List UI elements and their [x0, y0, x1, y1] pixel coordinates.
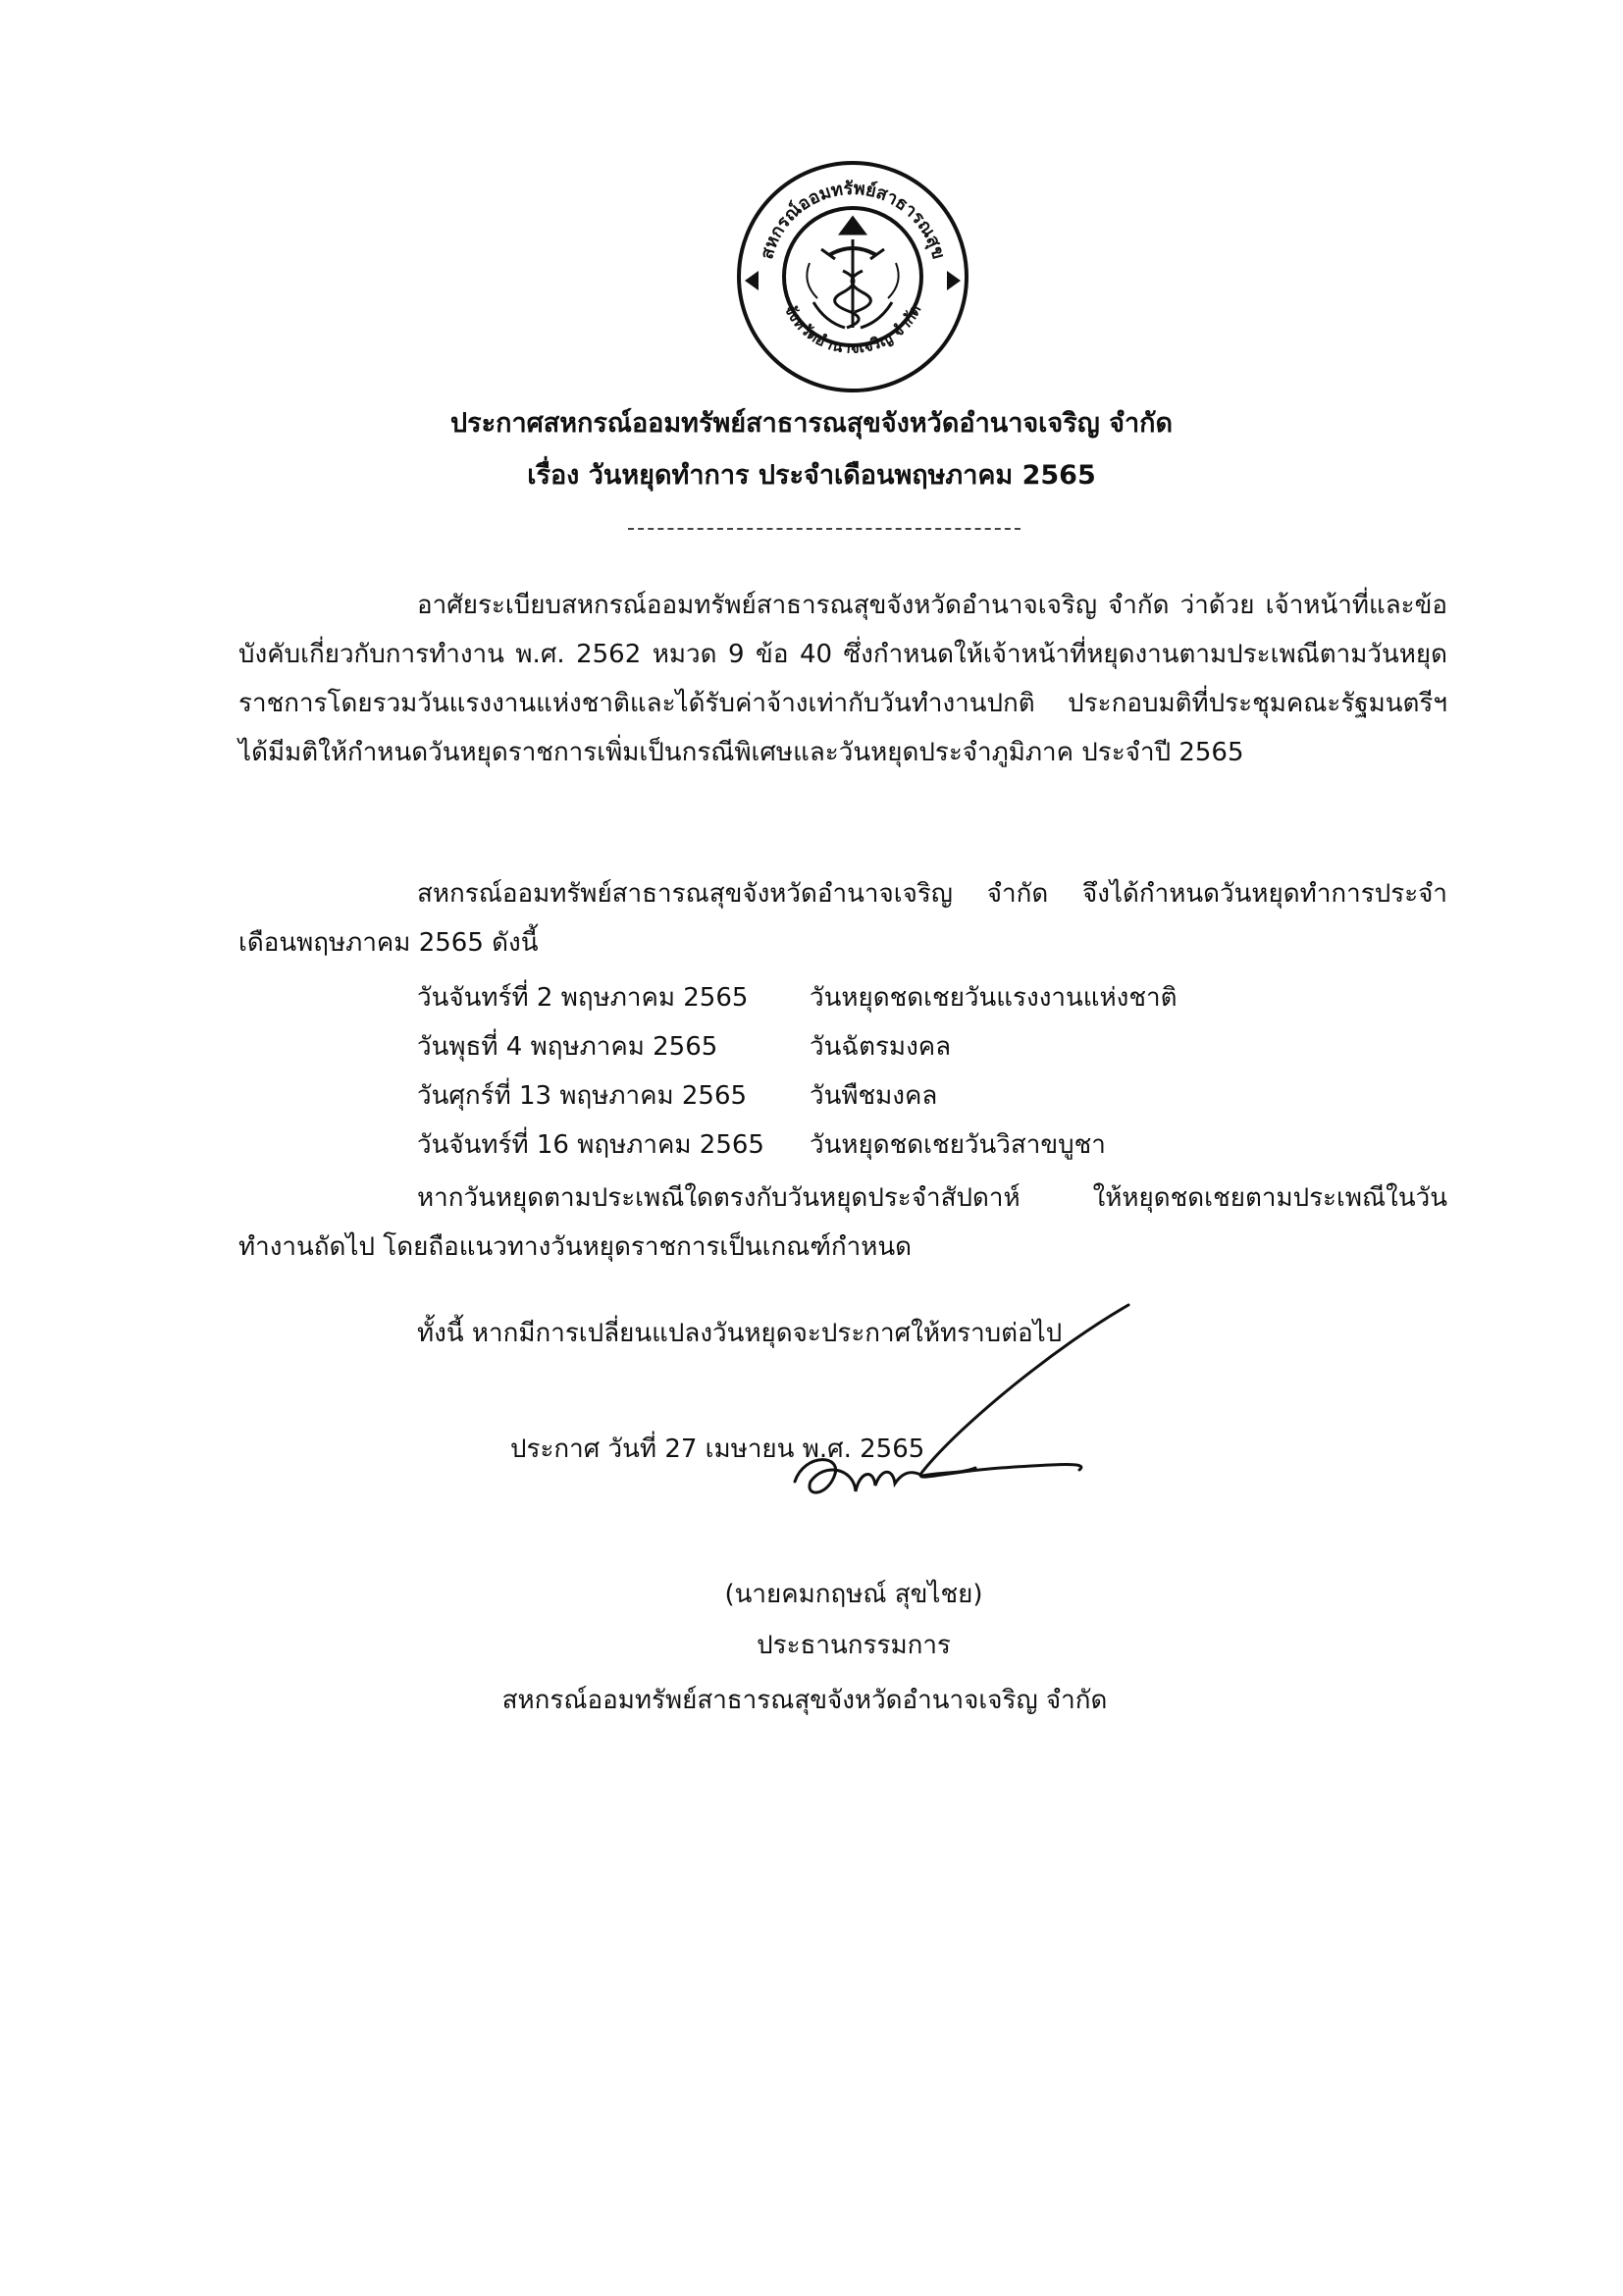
holiday-row: [417, 1121, 1457, 1170]
document-title: ประกาศสหกรณ์ออมทรัพย์สาธารณสุขจังหวัดอำนาจเจริญ จำกัด: [449, 408, 1173, 439]
holiday-row: [417, 1071, 1457, 1121]
dashed-divider: [628, 528, 1021, 530]
holiday-list: [417, 973, 1457, 1170]
paragraph-regulation: อาศัยระเบียบสหกรณ์ออมทรัพย์สาธารณสุขจังหวัดอำนาจเจริญ จำกัด ว่าด้วย เจ้าหน้าที่และข้อบังคับเกี่ยวกับการทำงาน พ.ศ. 2562 หมวด 9 ข้อ 40 ซึ่งกำหนดให้เจ้าหน้าที่หยุดงานตามประเพณีตามวันหยุดราชการโดยรวมวันแรงงานแห่งชาติและได้รับค่าจ้างเท่ากับวันทำงานปกติ ประกอบมติที่ประชุมคณะรัฐมนตรีฯ ได้มีมติให้กำหนดวันหยุดราชการเพิ่มเป็นกรณีพิเศษและวันหยุดประจำภูมิภาค ประจำปี 2565: [238, 591, 1447, 767]
caduceus-emblem-icon: [807, 218, 898, 328]
seal-bottom-text: จังหวัดอำนาจเจริญ จำกัด: [780, 301, 925, 357]
paragraph-notice: ทั้งนี้ หากมีการเปลี่ยนแปลงวันหยุดจะประกาศให้ทราบต่อไป: [417, 1319, 1063, 1348]
holiday-name: วันหยุดชดเชยวันวิสาขบูชา: [810, 1130, 1106, 1160]
holiday-date: วันจันทร์ที่ 16 พฤษภาคม 2565: [417, 1130, 764, 1160]
cooperative-seal-logo: [731, 155, 974, 398]
paragraph-holiday-intro: สหกรณ์ออมทรัพย์สาธารณสุขจังหวัดอำนาจเจริญ จำกัด จึงได้กำหนดวันหยุดทำการประจำเดือนพฤษภาคม 2565 ดังนี้: [238, 879, 1447, 958]
holiday-date: วันพุธที่ 4 พฤษภาคม 2565: [417, 1032, 718, 1062]
signer-organization: สหกรณ์ออมทรัพย์สาธารณสุขจังหวัดอำนาจเจริญ จำกัด: [501, 1686, 1108, 1715]
holiday-name: วันหยุดชดเชยวันแรงงานแห่งชาติ: [810, 983, 1178, 1013]
ornament-left-icon: [745, 271, 759, 290]
announcement-date: ประกาศ วันที่ 27 เมษายน พ.ศ. 2565: [510, 1435, 925, 1464]
signer-name: (นายคมกฤษณ์ สุขไชย): [724, 1580, 983, 1609]
document-subject: เรื่อง วันหยุดทำการ ประจำเดือนพฤษภาคม 2565: [527, 460, 1096, 491]
holiday-name: วันพืชมงคล: [810, 1081, 938, 1111]
handwritten-signature: [765, 1276, 1158, 1550]
paragraph-compensation-rule: หากวันหยุดตามประเพณีใดตรงกับวันหยุดประจำสัปดาห์ ให้หยุดชดเชยตามประเพณีในวันทำงานถัดไป โดยถือแนวทางวันหยุดราชการเป็นเกณฑ์กำหนด: [238, 1183, 1447, 1262]
holiday-row: [417, 1022, 1457, 1071]
holiday-date: วันศุกร์ที่ 13 พฤษภาคม 2565: [417, 1081, 748, 1111]
holiday-date: วันจันทร์ที่ 2 พฤษภาคม 2565: [417, 983, 749, 1013]
ornament-right-icon: [947, 271, 961, 290]
signer-position: ประธานกรรมการ: [757, 1631, 951, 1660]
holiday-name: วันฉัตรมงคล: [810, 1032, 952, 1062]
seal-top-text: สหกรณ์ออมทรัพย์สาธารณสุข: [757, 178, 949, 262]
holiday-row: [417, 973, 1457, 1022]
